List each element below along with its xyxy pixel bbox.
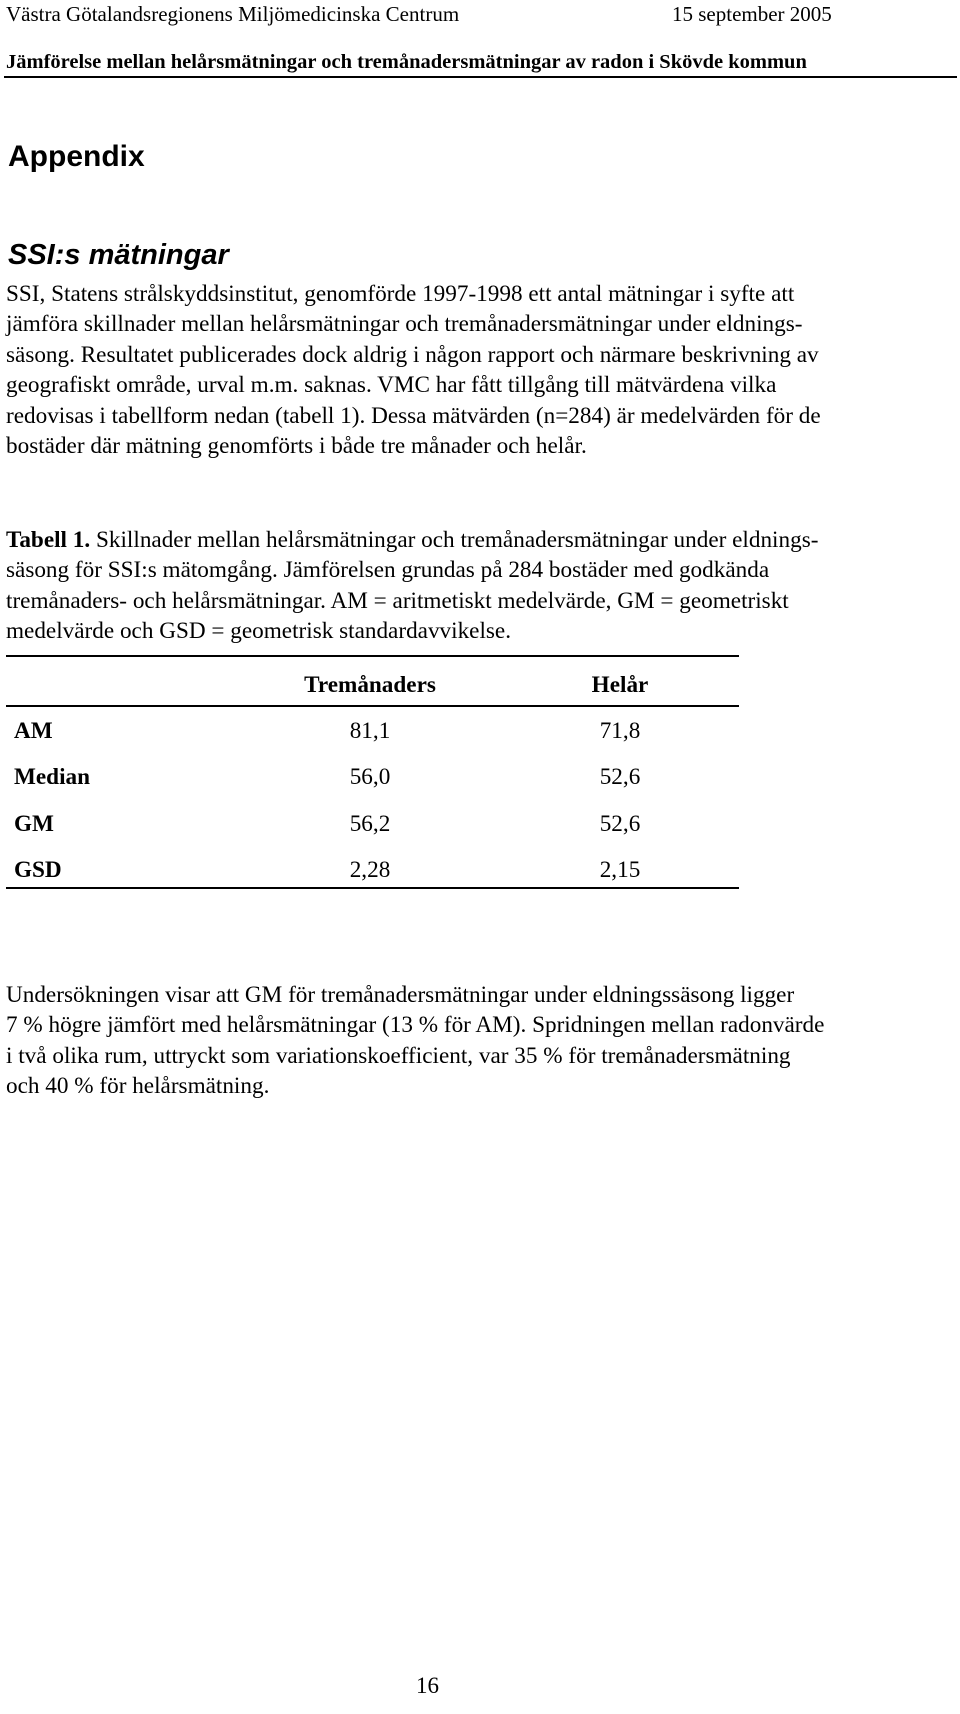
- cell-am-tremanaders: 81,1: [349, 718, 391, 744]
- paragraph-line: redovisas i tabellform nedan (tabell 1). Dessa mätvärden (n=284) är medelvärden för de: [6, 402, 821, 429]
- header-organization: Västra Götalandsregionens Miljömedicinska Centrum: [6, 2, 460, 26]
- table-caption: [6, 525, 956, 647]
- caption-line: tremånaders- och helårsmätningar. AM = aritmetiskt medelvärde, GM = geometriskt: [6, 587, 789, 614]
- column-header-helar: Helår: [591, 672, 649, 698]
- row-label-median: Median: [14, 764, 91, 790]
- table-bottom-rule: [6, 887, 739, 889]
- paragraph-line: och 40 % för helårsmätning.: [6, 1073, 270, 1100]
- cell-median-helar: 52,6: [599, 764, 641, 790]
- paragraph-line: säsong. Resultatet publicerades dock aldrig i någon rapport och närmare beskrivning av: [6, 341, 819, 368]
- header-subtitle: Jämförelse mellan helårsmätningar och tremånadersmätningar av radon i Skövde kommun: [6, 51, 807, 73]
- cell-gsd-tremanaders: 2,28: [349, 857, 391, 883]
- row-label-am: AM: [14, 718, 53, 744]
- header-divider: [4, 76, 957, 78]
- cell-am-helar: 71,8: [599, 718, 641, 744]
- caption-line: säsong för SSI:s mätomgång. Jämförelsen grundas på 284 bostäder med godkända: [6, 557, 770, 584]
- cell-median-tremanaders: 56,0: [349, 764, 391, 790]
- caption-label: Tabell 1.: [6, 527, 91, 553]
- cell-gm-helar: 52,6: [599, 811, 641, 837]
- intro-paragraph: [6, 279, 956, 461]
- cell-gsd-helar: 2,15: [599, 857, 641, 883]
- paragraph-line: i två olika rum, uttryckt som variationskoefficient, var 35 % för tremånadersmätning: [6, 1042, 791, 1069]
- caption-line: medelvärde och GSD = geometrisk standardavvikelse.: [6, 618, 512, 645]
- row-label-gsd: GSD: [14, 857, 62, 883]
- header-date: 15 september 2005: [672, 2, 832, 26]
- cell-gm-tremanaders: 56,2: [349, 811, 391, 837]
- caption-line: [6, 525, 956, 555]
- conclusion-paragraph: [6, 980, 956, 1102]
- paragraph-line: bostäder där mätning genomförts i både tre månader och helår.: [6, 433, 587, 460]
- caption-text: Skillnader mellan helårsmätningar och tremånadersmätningar under eldnings-: [90, 527, 819, 553]
- paragraph-line: geografiskt område, urval m.m. saknas. VMC har fått tillgång till mätvärdena vilka: [6, 372, 777, 399]
- section-heading: SSI:s mätningar: [8, 239, 229, 271]
- row-label-gm: GM: [14, 811, 54, 837]
- table-top-rule: [6, 655, 739, 657]
- paragraph-line: Undersökningen visar att GM för tremånadersmätningar under eldningssäsong ligger: [6, 982, 795, 1008]
- appendix-heading: Appendix: [8, 140, 145, 173]
- paragraph-line: 7 % högre jämfört med helårsmätningar (13 % för AM). Spridningen mellan radonvärde: [6, 1012, 825, 1039]
- paragraph-line: jämföra skillnader mellan helårsmätningar och tremånadersmätningar under eldnings-: [6, 311, 803, 338]
- paragraph-line: SSI, Statens strålskyddsinstitut, genomförde 1997-1998 ett antal mätningar i syfte att: [6, 281, 795, 307]
- table-header-rule: [6, 705, 739, 707]
- column-header-tremanaders: Tremånaders: [304, 672, 436, 698]
- page-number: 16: [416, 1673, 439, 1698]
